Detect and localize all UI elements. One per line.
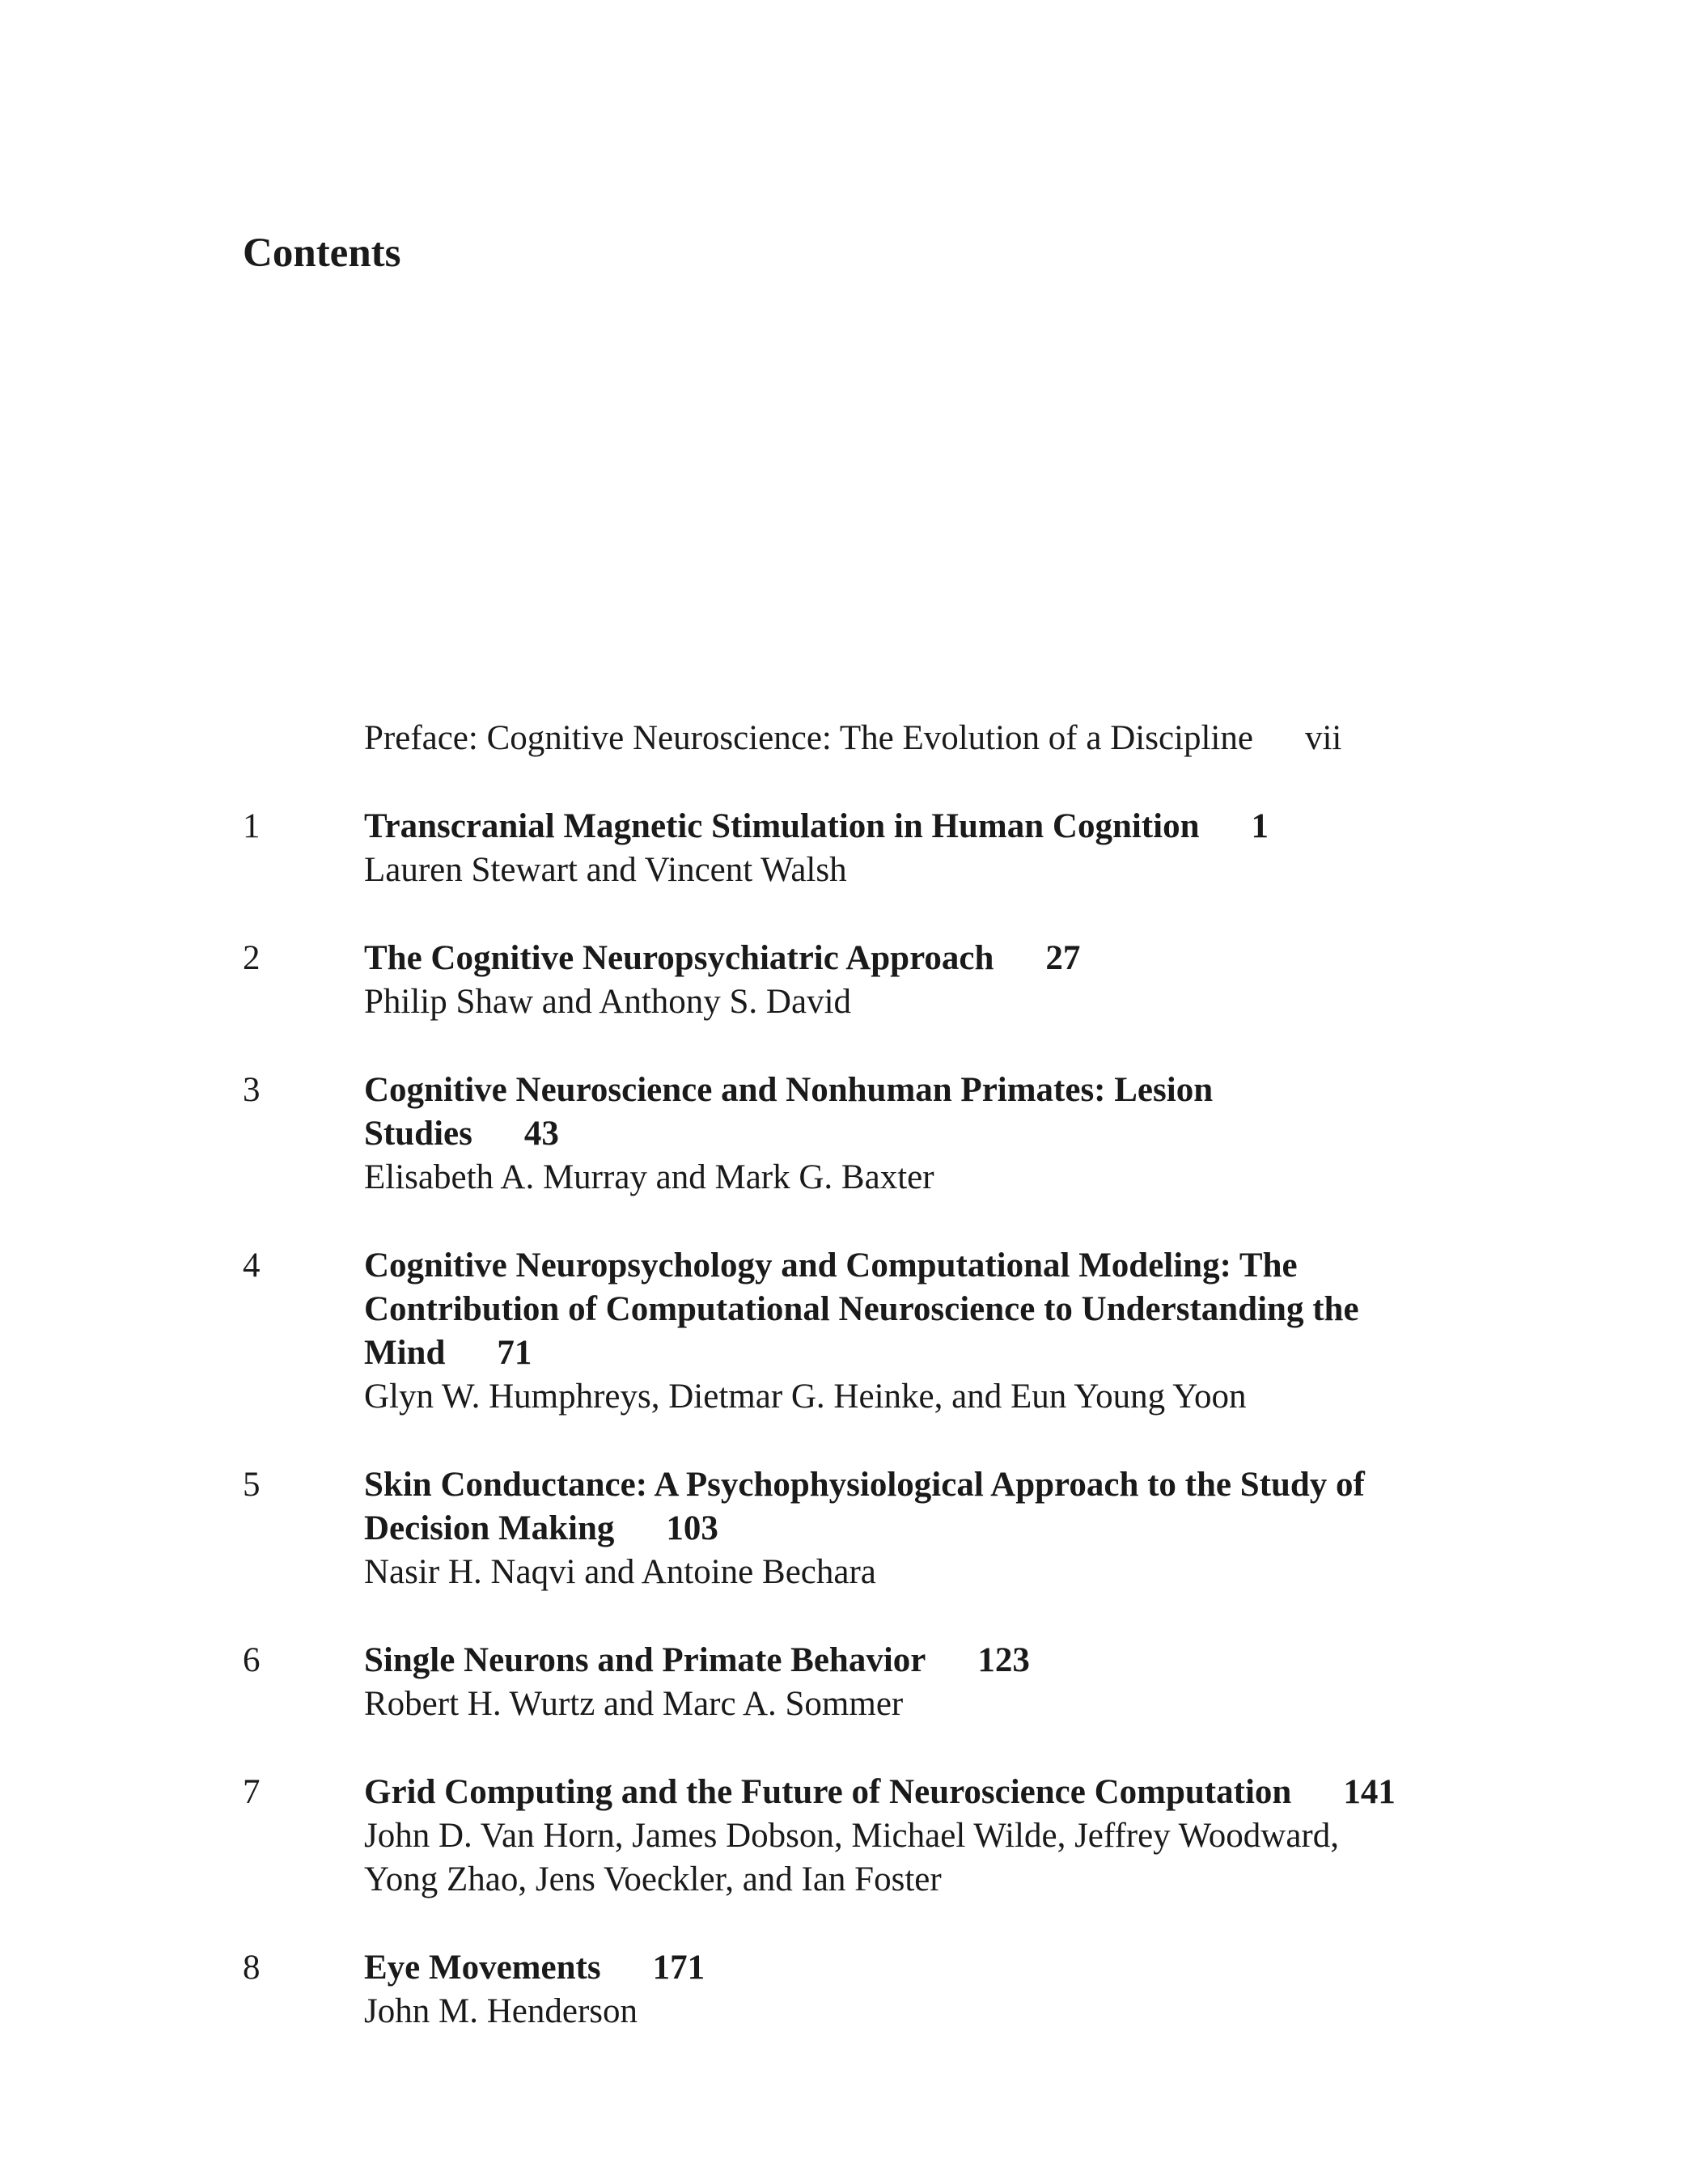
chapter-number: 1 — [243, 807, 261, 845]
chapter-number: 8 — [243, 1949, 261, 1987]
table-of-contents — [243, 717, 1416, 2034]
chapter-authors: Elisabeth A. Murray and Mark G. Baxter — [364, 1158, 934, 1196]
chapter-page-number: 1 — [1251, 807, 1269, 845]
chapter-authors: Philip Shaw and Anthony S. David — [364, 983, 852, 1021]
chapter-number: 4 — [243, 1246, 261, 1285]
chapter-title: Transcranial Magnetic Stimulation in Human Cognition — [364, 807, 1200, 845]
chapter-page-number: 43 — [523, 1115, 559, 1153]
toc-entry-chapter-8 — [243, 1946, 1416, 2034]
chapter-number: 7 — [243, 1773, 261, 1811]
toc-entry-chapter-6 — [243, 1639, 1416, 1726]
preface-title: Preface: Cognitive Neuroscience: The Evolution of a Discipline — [364, 719, 1253, 757]
chapter-title: Eye Movements — [364, 1949, 601, 1987]
chapter-title: Cognitive Neuroscience and Nonhuman Primates: Lesion Studies — [364, 1071, 1214, 1153]
chapter-authors: Robert H. Wurtz and Marc A. Sommer — [364, 1685, 904, 1723]
chapter-page-number: 27 — [1045, 939, 1081, 977]
chapter-title: Skin Conductance: A Psychophysiological Approach to the Study of Decision Making — [364, 1466, 1365, 1547]
chapter-number: 5 — [243, 1466, 261, 1504]
chapter-number: 6 — [243, 1641, 261, 1679]
toc-entry-chapter-3 — [243, 1069, 1416, 1200]
toc-entry-preface — [243, 717, 1416, 760]
toc-entry-chapter-2 — [243, 937, 1416, 1024]
chapter-title: Cognitive Neuropsychology and Computational Modeling: The Contribution of Computational Neuroscience to Understanding the Mind — [364, 1246, 1359, 1372]
chapter-number: 2 — [243, 939, 261, 977]
chapter-title: Grid Computing and the Future of Neuroscience Computation — [364, 1773, 1292, 1811]
page-title: Contents — [243, 231, 401, 276]
chapter-page-number: 123 — [977, 1641, 1030, 1679]
chapter-page-number: 171 — [652, 1949, 705, 1987]
chapter-authors: Lauren Stewart and Vincent Walsh — [364, 851, 847, 889]
chapter-page-number: 103 — [666, 1509, 718, 1547]
chapter-page-number: 71 — [497, 1334, 532, 1372]
chapter-title: The Cognitive Neuropsychiatric Approach — [364, 939, 994, 977]
chapter-authors: John M. Henderson — [364, 1992, 638, 2030]
chapter-title: Single Neurons and Primate Behavior — [364, 1641, 926, 1679]
chapter-authors: Nasir H. Naqvi and Antoine Bechara — [364, 1553, 876, 1591]
chapter-authors: Glyn W. Humphreys, Dietmar G. Heinke, and Eun Young Yoon — [364, 1378, 1247, 1416]
toc-entry-chapter-5 — [243, 1463, 1416, 1594]
chapter-page-number: 141 — [1343, 1773, 1396, 1811]
chapter-number: 3 — [243, 1071, 261, 1109]
toc-entry-chapter-7 — [243, 1771, 1416, 1902]
toc-entry-chapter-4 — [243, 1244, 1416, 1419]
toc-entry-chapter-1 — [243, 805, 1416, 892]
chapter-authors: John D. Van Horn, James Dobson, Michael Wilde, Jeffrey Woodward, Yong Zhao, Jens Voeckler, and Ian Foster — [364, 1817, 1339, 1898]
preface-page-number: vii — [1304, 719, 1342, 757]
